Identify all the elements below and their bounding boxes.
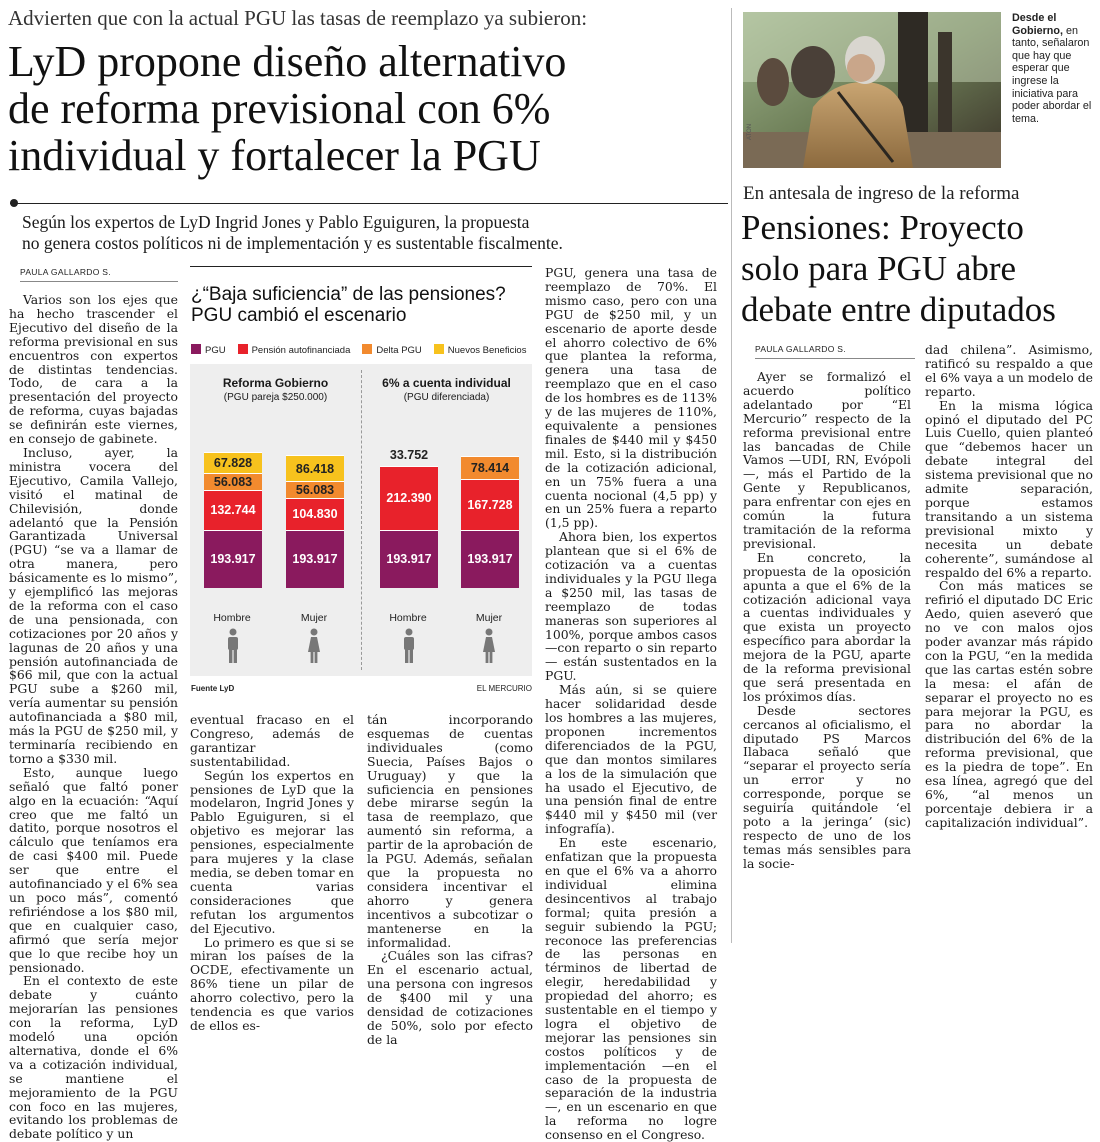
headline-line: debate entre diputados — [741, 290, 1056, 329]
column-4 — [545, 265, 717, 1142]
paragraph: Esto, aunque luego señaló que faltó poner algo en la ecuación: “Aquí creo que me faltó un datito, porque nosotros el cálculo que teníamos era de casi $400 mil. Puede ser que entre el autofinanciado y el 6% sea un poco más”, comentó refiriéndose a los $80 mil, que en cualquier caso, afirmó que sería mejor que lo que recibe hoy un pensionado. — [9, 764, 178, 975]
legend-item — [238, 344, 351, 356]
article2-kicker: En antesala de ingreso de la reforma — [743, 183, 1020, 204]
legend-item — [191, 344, 226, 356]
legend-label: Delta PGU — [376, 345, 422, 356]
legend-label: Pensión autofinanciada — [251, 345, 351, 356]
infographic-credit: EL MERCURIO — [476, 684, 532, 693]
panel-subtitle: (PGU pareja $250.000) — [223, 392, 328, 403]
legend-swatch — [434, 344, 444, 354]
paragraph: Con más matices se refirió el diputado DC Eric Aedo, quien aseveró que no ve con malos ojos poder avanzar más rápido con la PGU, “en la medida que las cartas estén sobre la mesa: el afán de separar el proyecto no es para mejorar la PGU, es para no abordar la distribución del 6% de la reforma previsional, que es la piedra de tope”. En esa línea, agregó que del 6%, “al menos un porcentaje debiera ir a capitalización individual”. — [925, 578, 1093, 830]
paragraph: Ahora bien, los expertos plantean que si el 6% de cotización va a cuentas individuales y la PGU llega a $250 mil, las tasas de reemplazo de todas maneras son superiores al 100%, porque ambos casos —con reparto o sin reparto— están sustentados en la PGU. — [545, 529, 717, 684]
paragraph: PGU, genera una tasa de reemplazo de 70%. El mismo caso, pero con una PGU de $250 mil, y un escenario de aporte desde el ahorro colectivo de 6% que plantea la reforma, genera una tasa de reemplazo que en el caso de los hombres es de 113% y de las mujeres de 110%, equivalente a pensiones finales de $440 mil y $450 mil. Esto, si la distribución de la cotización adicional, en un 75% fuera a una cuenta nocional (4,5 pp) y en un 25% fuera a reparto (1,5 pp). — [545, 265, 717, 531]
panel-title: Reforma Gobierno — [222, 376, 329, 390]
headline-line: Pensiones: Proyecto — [741, 208, 1024, 247]
paragraph: Varios son los ejes que ha hecho trascender el Ejecutivo del diseño de la reforma previsional en sus encuentros con expertos de distintas tendencias. Todo, de cara a la presentación del proyecto de reforma, cuyas bajadas se definirán este viernes, en consejo de gabinete. — [9, 292, 178, 447]
woman-icon — [306, 628, 322, 664]
deck — [22, 212, 722, 254]
byline: PAULA GALLARDO S. — [20, 267, 111, 277]
article2-column-2 — [925, 342, 1093, 830]
gender-label: Hombre — [389, 612, 427, 624]
infographic-title — [191, 284, 531, 326]
deck-line: no genera costos políticos ni de implementación y es sustentable fiscalmente. — [22, 233, 563, 253]
legend-item — [434, 344, 527, 356]
infographic — [190, 266, 532, 698]
bar-segment: 104.830 — [286, 498, 344, 530]
bar-segment: 56.083 — [204, 473, 262, 490]
gender-label: Mujer — [300, 612, 328, 624]
bullet-dot — [10, 199, 18, 207]
byline-rule — [20, 281, 178, 282]
bar-segment: 132.744 — [204, 490, 262, 530]
bar-segment: 193.917 — [204, 530, 262, 588]
panel-title: 6% a cuenta individual — [382, 376, 511, 390]
column-1 — [9, 292, 178, 1142]
kicker: Advierten que con la actual PGU las tasas de reemplazo ya subieron: — [8, 6, 588, 30]
paragraph: Lo primero es que si se miran los países de la OCDE, efectivamente un 86% tiene un pilar de ahorro colectivo, pero la tendencia es que varios de ellos es- — [190, 934, 354, 1033]
photo-caption — [1012, 12, 1092, 125]
bar-segment: 56.083 — [286, 481, 344, 498]
gender-label: Hombre — [213, 612, 251, 624]
article2-byline: PAULA GALLARDO S. — [755, 344, 846, 354]
panel-subtitle: (PGU diferenciada) — [403, 392, 490, 403]
photo-caption-lead: Desde el Gobierno, — [1012, 12, 1063, 37]
column-2 — [190, 712, 354, 1033]
photo-caption-text: en tanto, señalaron que hay que esperar que ingrese la iniciativa para poder abordar el tema. — [1012, 24, 1092, 125]
legend-label: PGU — [205, 345, 226, 356]
paragraph: Más aún, si se quiere hacer solidaridad desde los hombres a las mujeres, proponen incrementos diferenciados de la PGU, que dan montos similares a los de la simulación que ha usado el Ejecutivo, de una pensión final de entre $440 mil y $450 mil (ver infografía). — [545, 682, 717, 837]
deck-line: Según los expertos de LyD Ingrid Jones y Pablo Eguiguren, la propuesta — [22, 212, 530, 232]
headline-line: LyD propone diseño alternativo — [8, 37, 567, 86]
headline-line: de reforma previsional con 6% — [8, 84, 551, 133]
photo-credit: ATON — [747, 123, 753, 140]
paragraph: dad chilena”. Asimismo, ratificó su respaldo a que el 6% vaya a un modelo de reparto. — [925, 342, 1093, 399]
byline-rule — [755, 358, 915, 359]
paragraph: Según los expertos en pensiones de LyD que la modelaron, Ingrid Jones y Pablo Eguiguren, si el objetivo es mejorar las pensiones, especialmente para mujeres y la clase media, se deben tomar en cuenta varias consideraciones que refutan los argumentos del Ejecutivo. — [190, 767, 354, 936]
paragraph: Desde sectores cercanos al oficialismo, el diputado PS Marcos Ilabaca señaló que “separar el proyecto sería un error y no corresponde, porque se seguiría quitándole ‘el poto a la jeringa’ (sic) respecto de uno de los temas más sensibles para la socie- — [743, 702, 911, 871]
legend-swatch — [362, 344, 372, 354]
man-icon — [401, 628, 417, 664]
page-divider — [731, 8, 732, 943]
paragraph: eventual fracaso en el Congreso, además de garantizar sustentabilidad. — [190, 712, 354, 769]
gender-label: Mujer — [475, 612, 503, 624]
infographic-title-line: ¿“Baja suficiencia” de las pensiones? — [191, 284, 506, 305]
headline — [8, 38, 728, 179]
legend-swatch — [191, 344, 201, 354]
bar-segment: 212.390 — [380, 466, 438, 530]
bar-segment: 193.917 — [461, 530, 519, 588]
bar-segment: 193.917 — [286, 530, 344, 588]
infographic-top-rule — [190, 266, 532, 267]
paragraph: En la misma lógica opinó el diputado del PC Luis Cuello, quien planteó que “debemos hacer un debate integral del sistema previsional que no admite separación, porque estamos transitando a un sistema previsional mixto y necesita un debate coherente”, sumándose al respaldo del 6% a reparto. — [925, 397, 1093, 580]
headline-line: solo para PGU abre — [741, 249, 1017, 288]
bar-segment: 193.917 — [380, 530, 438, 588]
paragraph: Incluso, ayer, la ministra vocera del Ejecutivo, Camila Vallejo, visitó el matinal de Chilevisión, donde adelantó que la Pensión Garantizada Universal (PGU) “se va a llamar de otra manera, pero básicamente es lo mismo”, y ejemplificó las mejoras de la reforma con el caso de una pensionada, con cotizaciones por 20 años y lagunas de 20 años y una pensión autofinanciada de $66 mil, que con la actual PGU sube a $260 mil, vería aumentar su pensión autofinanciada a $80 mil, más la PGU de $250 mil, y terminaría recibiendo en torno a $330 mil. — [9, 444, 178, 766]
legend — [191, 344, 531, 356]
article2-column-1 — [743, 369, 911, 871]
man-icon — [225, 628, 241, 664]
paragraph: tán incorporando esquemas de cuentas individuales (como Suecia, Países Bajos o Uruguay) y que la suficiencia en pensiones debe mirarse según la tasa de reemplazo, que aumentó sin reforma, a partir de la aprobación de la PGU. Además, señalan que la propuesta no considera incentivar el ahorro y genera incentivos a subcotizar o mantenerse en la informalidad. — [367, 712, 533, 950]
bar-segment: 167.728 — [461, 479, 519, 529]
legend-item — [362, 344, 421, 356]
article2-headline — [741, 207, 1091, 330]
paragraph: ¿Cuáles son las cifras? En el escenario actual, una persona con ingresos de $400 mil y una densidad de cotizaciones de 50%, solo por efecto de la — [367, 948, 533, 1047]
divider — [10, 203, 728, 204]
headline-line: individual y fortalecer la PGU — [8, 131, 541, 180]
infographic-source: Fuente LyD — [191, 684, 235, 693]
paragraph: Ayer se formalizó el acuerdo político adelantado por “El Mercurio” respecto de la reforma previsional entre las bancadas de Chile Vamos —UDI, RN, Evópoli—, más el Partido de la Gente y Republicanos, para enfrentar con ejes en común la futura tramitación de la reforma previsional. — [743, 369, 911, 551]
chart-area — [190, 364, 532, 676]
paragraph: En este escenario, enfatizan que la propuesta en que el 6% va a ahorro individual elimina desincentivos al trabajo formal; quita presión a seguir subiendo la PGU; reconoce las preferencias de las personas en términos de libertad de elegir, heredabilidad y propiedad del ahorro; es sustentable en el tiempo y logra el objetivo de mejorar las pensiones sin costos políticos y de implementación —en el caso de la propuesta de separación de la industria—, en un escenario en que la reforma no logre consenso en el Congreso. — [545, 835, 717, 1142]
legend-swatch — [238, 344, 248, 354]
paragraph: En el contexto de este debate y cuánto mejorarían las pensiones con la reforma, LyD modeló una opción alternativa, donde el 6% va a cotización individual, se mantiene el mejoramiento de la PGU con foco en las mujeres, evitando los problemas de debate político y un — [9, 973, 178, 1142]
bar-segment: 86.418 — [286, 455, 344, 481]
photo — [743, 12, 1001, 168]
bar-segment: 67.828 — [204, 452, 262, 472]
photo-image — [743, 12, 1001, 168]
bar-top-label: 33.752 — [389, 447, 429, 462]
bar-segment: 78.414 — [461, 456, 519, 480]
paragraph: En concreto, la propuesta de la oposición apunta a que el 6% de la cotización adicional vaya a cuentas individuales y que exista un proyecto específico para abordar la mejora de la PGU, aparte de la reforma previsional que será presentada en los próximos días. — [743, 549, 911, 704]
infographic-title-line: PGU cambió el escenario — [191, 305, 407, 326]
woman-icon — [481, 628, 497, 664]
column-3 — [367, 712, 533, 1047]
legend-label: Nuevos Beneficios — [447, 345, 527, 356]
